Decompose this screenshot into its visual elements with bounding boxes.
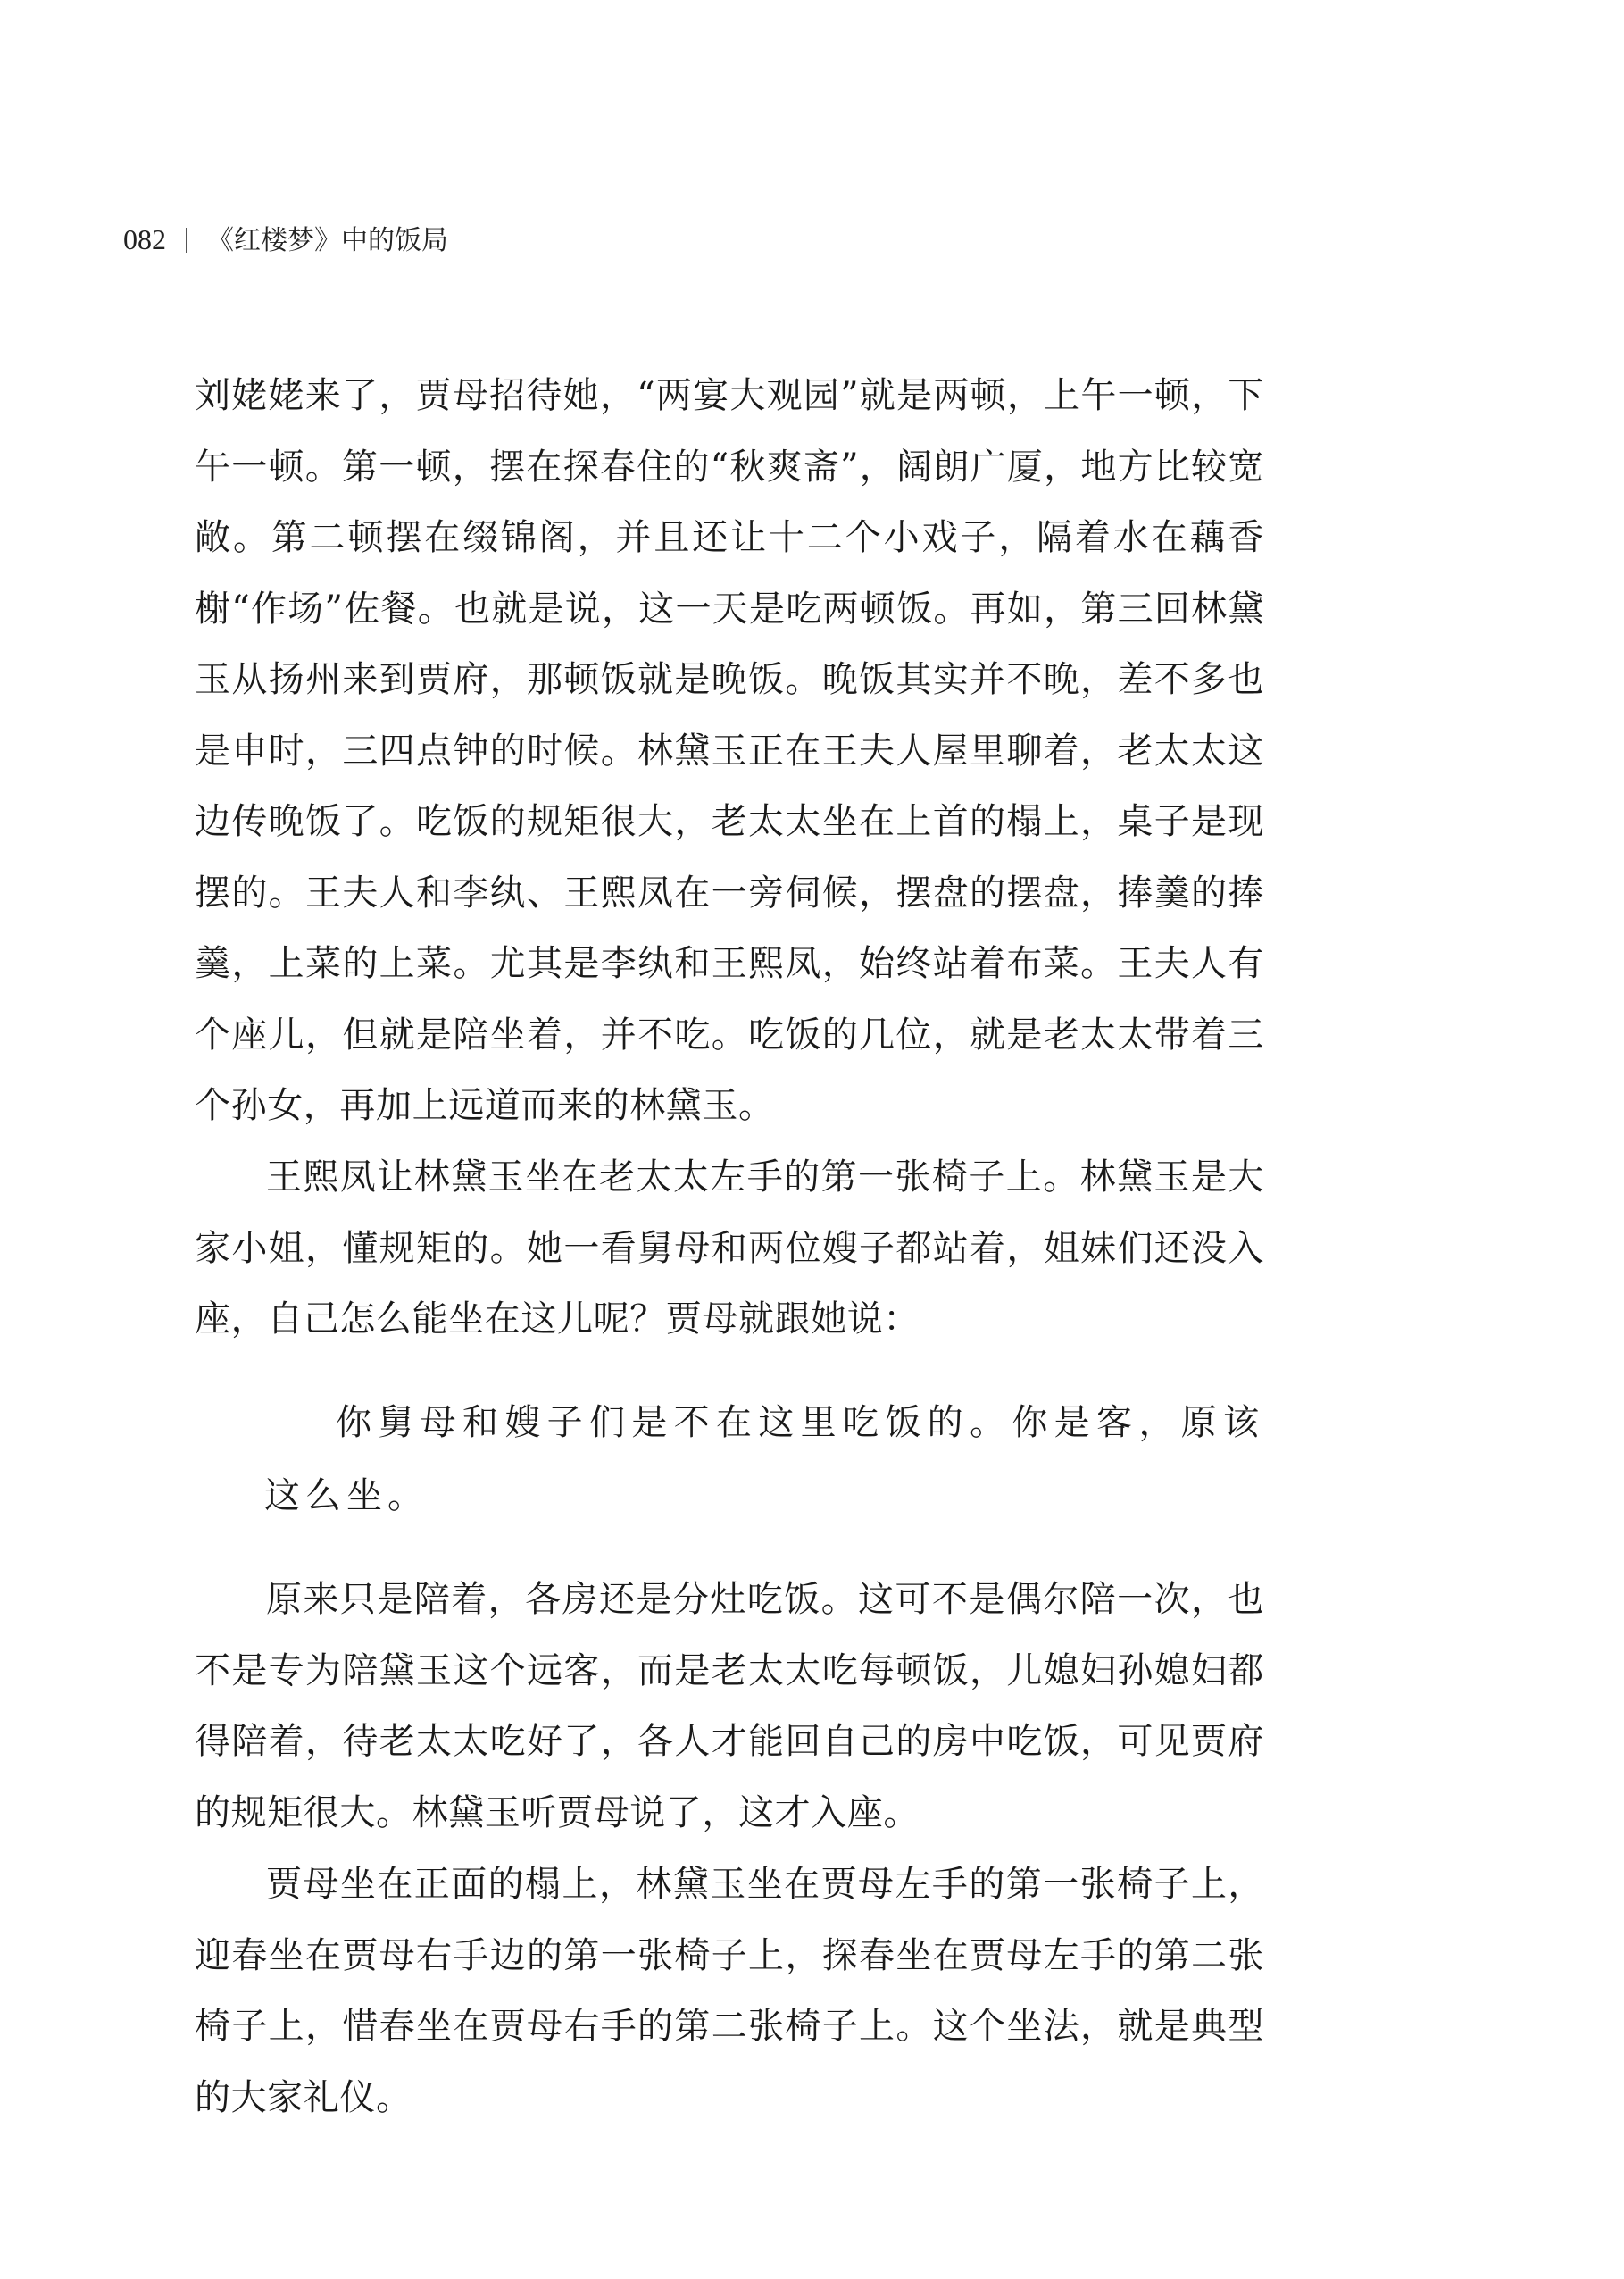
block-quote: 你舅母和嫂子们是不在这里吃饭的。你是客，原该这么坐。 [264,1402,1264,1516]
running-header [123,221,448,259]
paragraph-2: 王熙凤让林黛玉坐在老太太左手的第一张椅子上。林黛玉是大家小姐，懂规矩的。她一看舅母和两位嫂子都站着，姐妹们还没入座，自己怎么能坐在这儿呢？贾母就跟她说： [195,1156,1264,1340]
book-title: 《红楼梦》中的饭局 [207,225,448,256]
header-separator [186,228,187,253]
paragraph-1: 刘姥姥来了，贾母招待她，“两宴大观园”就是两顿，上午一顿，下午一顿。第一顿，摆在探春住的“秋爽斋”，阔朗广厦，地方比较宽敞。第二顿摆在缀锦阁，并且还让十二个小戏子，隔着水在藕香榭“作场”佐餐。也就是说，这一天是吃两顿饭。再如，第三回林黛玉从扬州来到贾府，那顿饭就是晚饭。晚饭其实并不晚，差不多也是申时，三四点钟的时候。林黛玉正在王夫人屋里聊着，老太太这边传晚饭了。吃饭的规矩很大，老太太坐在上首的榻上，桌子是现摆的。王夫人和李纨、王熙凤在一旁伺候，摆盘的摆盘，捧羹的捧羹，上菜的上菜。尤其是李纨和王熙凤，始终站着布菜。王夫人有个座儿，但就是陪坐着，并不吃。吃饭的几位，就是老太太带着三个孙女，再加上远道而来的林黛玉。 [195,375,1264,1126]
paragraph-4: 贾母坐在正面的榻上，林黛玉坐在贾母左手的第一张椅子上，迎春坐在贾母右手边的第一张椅子上，探春坐在贾母左手的第二张椅子上，惜春坐在贾母右手的第二张椅子上。这个坐法，就是典型的大家礼仪。 [195,1864,1264,2118]
page-number: 082 [123,223,166,255]
paragraph-3: 原来只是陪着，各房还是分灶吃饭。这可不是偶尔陪一次，也不是专为陪黛玉这个远客，而是老太太吃每顿饭，儿媳妇孙媳妇都得陪着，待老太太吃好了，各人才能回自己的房中吃饭，可见贾府的规矩很大。林黛玉听贾母说了，这才入座。 [195,1579,1264,1833]
